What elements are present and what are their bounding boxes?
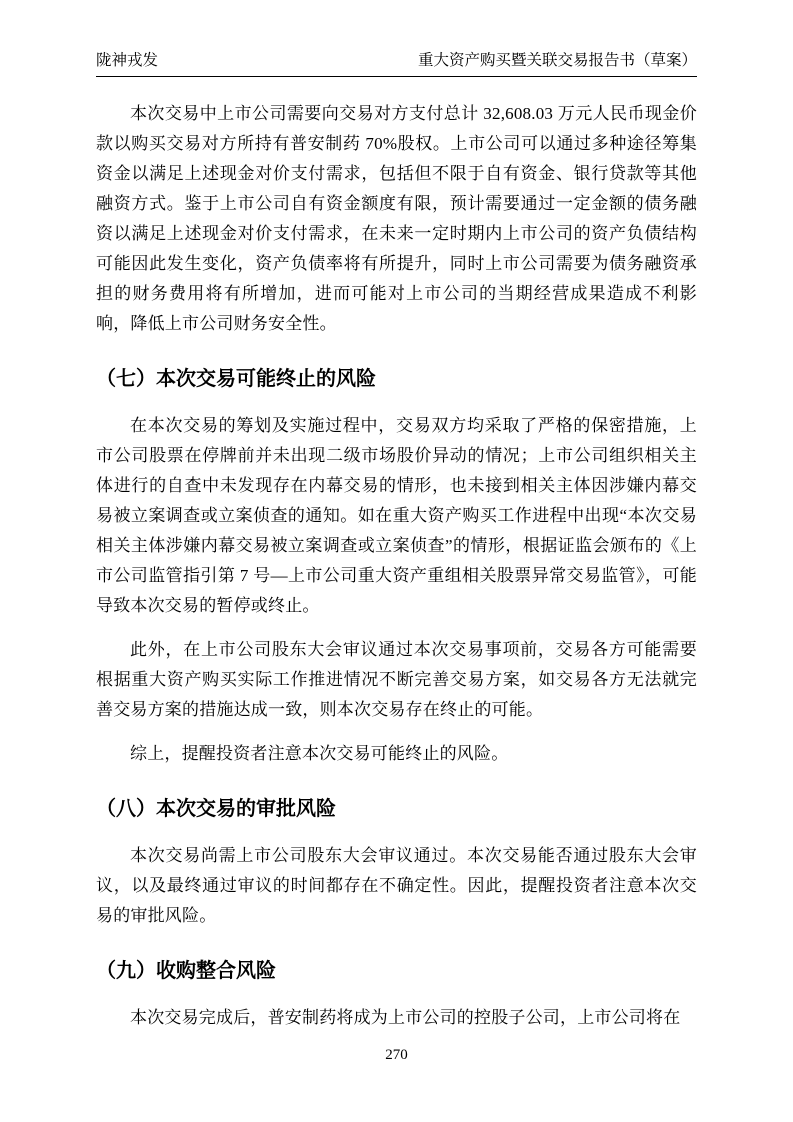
page-header — [96, 52, 697, 77]
heading-section-9-integration-risk: （九）收购整合风险 — [96, 959, 276, 982]
paragraph-termination-reminder: 综上，提醒投资者注意本次交易可能终止的风险。 — [130, 743, 509, 763]
header-company-name: 陇神戎发 — [96, 52, 159, 69]
heading-section-8-approval-risk: （八）本次交易的审批风险 — [96, 797, 336, 820]
paragraph-approval-risk: 本次交易尚需上市公司股东大会审议通过。本次交易能否通过股东大会审议，以及最终通过审议的时间都存在不确定性。因此，提醒投资者注意本次交易的审批风险。 — [96, 845, 697, 925]
document-body — [96, 99, 697, 1033]
paragraph-integration-intro: 本次交易完成后，普安制药将成为上市公司的控股子公司，上市公司将在 — [130, 1007, 681, 1027]
paragraph-insider-trading-self-check: 在本次交易的筹划及实施过程中，交易双方均采取了严格的保密措施，上市公司股票在停牌前并未出现二级市场股价异动的情况；上市公司组织相关主体进行的自查中未发现存在内幕交易的情形，也未接到相关主体因涉嫌内幕交易被立案调查或立案侦查的通知。如在重大资产购买工作进程中出现“本次交易相关主体涉嫌内幕交易被立案调查或立案侦查”的情形，根据证监会颁布的《上市公司监管指引第 7 号—上市公司重大资产重组相关股票异常交易监管》，可能导致本次交易的暂停或终止。 — [96, 415, 697, 615]
header-report-title: 重大资产购买暨关联交易报告书（草案） — [417, 52, 697, 69]
page-number: 270 — [385, 1047, 408, 1063]
paragraph-plan-improvement: 此外，在上市公司股东大会审议通过本次交易事项前，交易各方可能需要根据重大资产购买实际工作推进情况不断完善交易方案，如交易各方无法就完善交易方案的措施达成一致，则本次交易存在终止的可能。 — [96, 639, 697, 719]
heading-section-7-termination-risk: （七）本次交易可能终止的风险 — [96, 367, 376, 390]
page-content-area — [0, 52, 793, 1033]
paragraph-payment-financing-risk: 本次交易中上市公司需要向交易对方支付总计 32,608.03 万元人民币现金价款以购买交易对方所持有普安制药 70%股权。上市公司可以通过多种途径筹集资金以满足上述现金对价支付需求，包括但不限于自有资金、银行贷款等其他融资方式。鉴于上市公司自有资金额度有限，预计需要通过一定金额的债务融资以满足上述现金对价支付需求，在未来一定时期内上市公司的资产负债结构可能因此发生变化，资产负债率将有所提升，同时上市公司需要为债务融资承担的财务费用将有所增加，进而可能对上市公司的当期经营成果造成不利影响，降低上市公司财务安全性。 — [96, 103, 697, 333]
page-footer — [0, 1047, 793, 1064]
